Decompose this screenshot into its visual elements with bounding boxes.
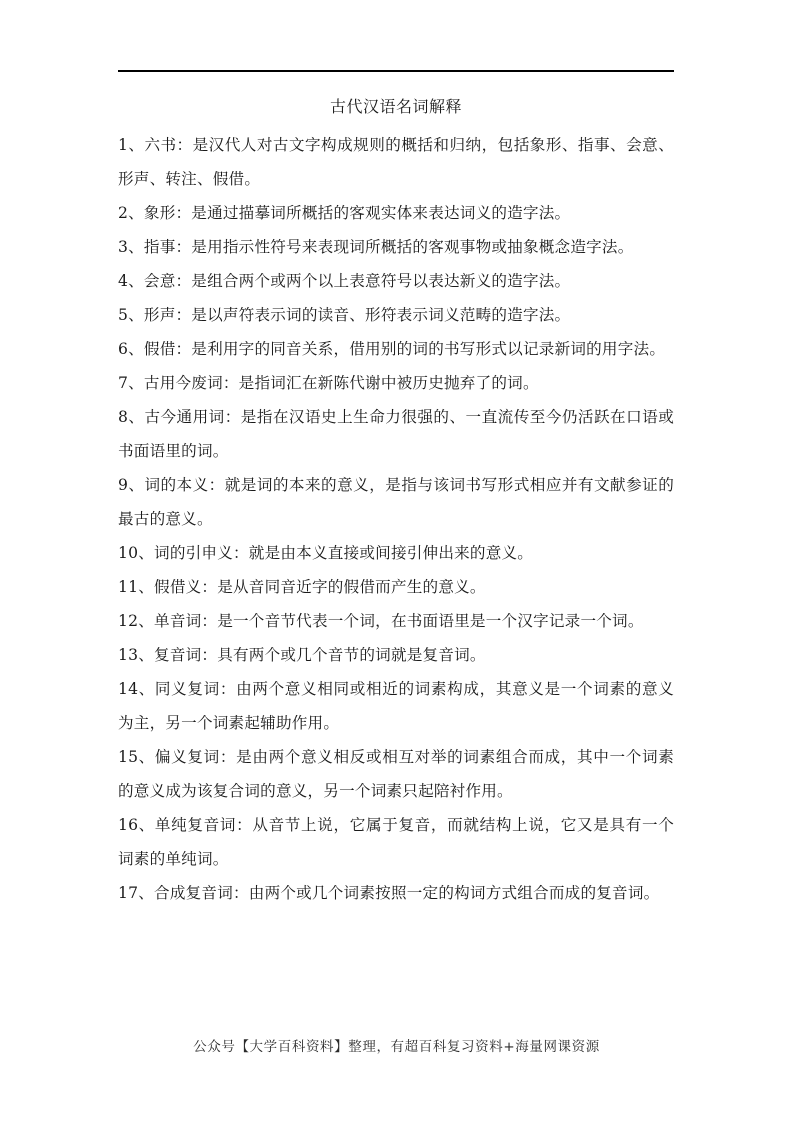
list-item: 8、古今通用词：是指在汉语史上生命力很强的、一直流传至今仍活跃在口语或书面语里的词。: [118, 408, 674, 460]
list-item: 3、指事：是用指示性符号来表现词所概括的客观事物或抽象概念造字法。: [118, 238, 634, 256]
list-item: 13、复音词：具有两个或几个音节的词就是复音词。: [118, 646, 486, 664]
list-item: 9、词的本义：就是词的本来的意义，是指与该词书写形式相应并有文献参证的最古的意义。: [118, 476, 674, 528]
page-title: 古代汉语名词解释: [329, 97, 462, 116]
list-item: 15、偏义复词：是由两个意义相反或相互对举的词素组合而成，其中一个词素的意义成为该复合词的意义，另一个词素只起陪衬作用。: [118, 748, 674, 800]
footer-attribution: 公众号【大学百科资料】整理，有超百科复习资料+海量网课资源: [193, 1039, 600, 1055]
list-item: 7、古用今废词：是指词汇在新陈代谢中被历史抛弃了的词。: [118, 374, 539, 392]
list-item: 5、形声：是以声符表示词的读音、形符表示词义范畴的造字法。: [118, 306, 571, 324]
list-item: 1、六书：是汉代人对古文字构成规则的概括和归纳，包括象形、指事、会意、形声、转注、假借。: [118, 136, 674, 188]
page-footer: [0, 1036, 793, 1057]
definition-list: [118, 128, 674, 910]
list-item: 16、单纯复音词：从音节上说，它属于复音，而就结构上说，它又是具有一个词素的单纯词。: [118, 816, 674, 868]
list-item: 11、假借义：是从音同音近字的假借而产生的意义。: [118, 578, 486, 596]
list-item: 4、会意：是组合两个或两个以上表意符号以表达新义的造字法。: [118, 272, 571, 290]
document-body: [118, 92, 674, 910]
header-divider: [118, 70, 674, 72]
list-item: 6、假借：是利用字的同音关系，借用别的词的书写形式以记录新词的用字法。: [118, 340, 666, 358]
list-item: 14、同义复词：由两个意义相同或相近的词素构成，其意义是一个词素的意义为主，另一个词素起辅助作用。: [118, 680, 674, 732]
list-item: 12、单音词：是一个音节代表一个词，在书面语里是一个汉字记录一个词。: [118, 612, 644, 630]
list-item: 17、合成复音词：由两个或几个词素按照一定的构词方式组合而成的复音词。: [118, 884, 660, 902]
list-item: 10、词的引申义：就是由本义直接或间接引伸出来的意义。: [118, 544, 534, 562]
list-item: 2、象形：是通过描摹词所概括的客观实体来表达词义的造字法。: [118, 204, 571, 222]
